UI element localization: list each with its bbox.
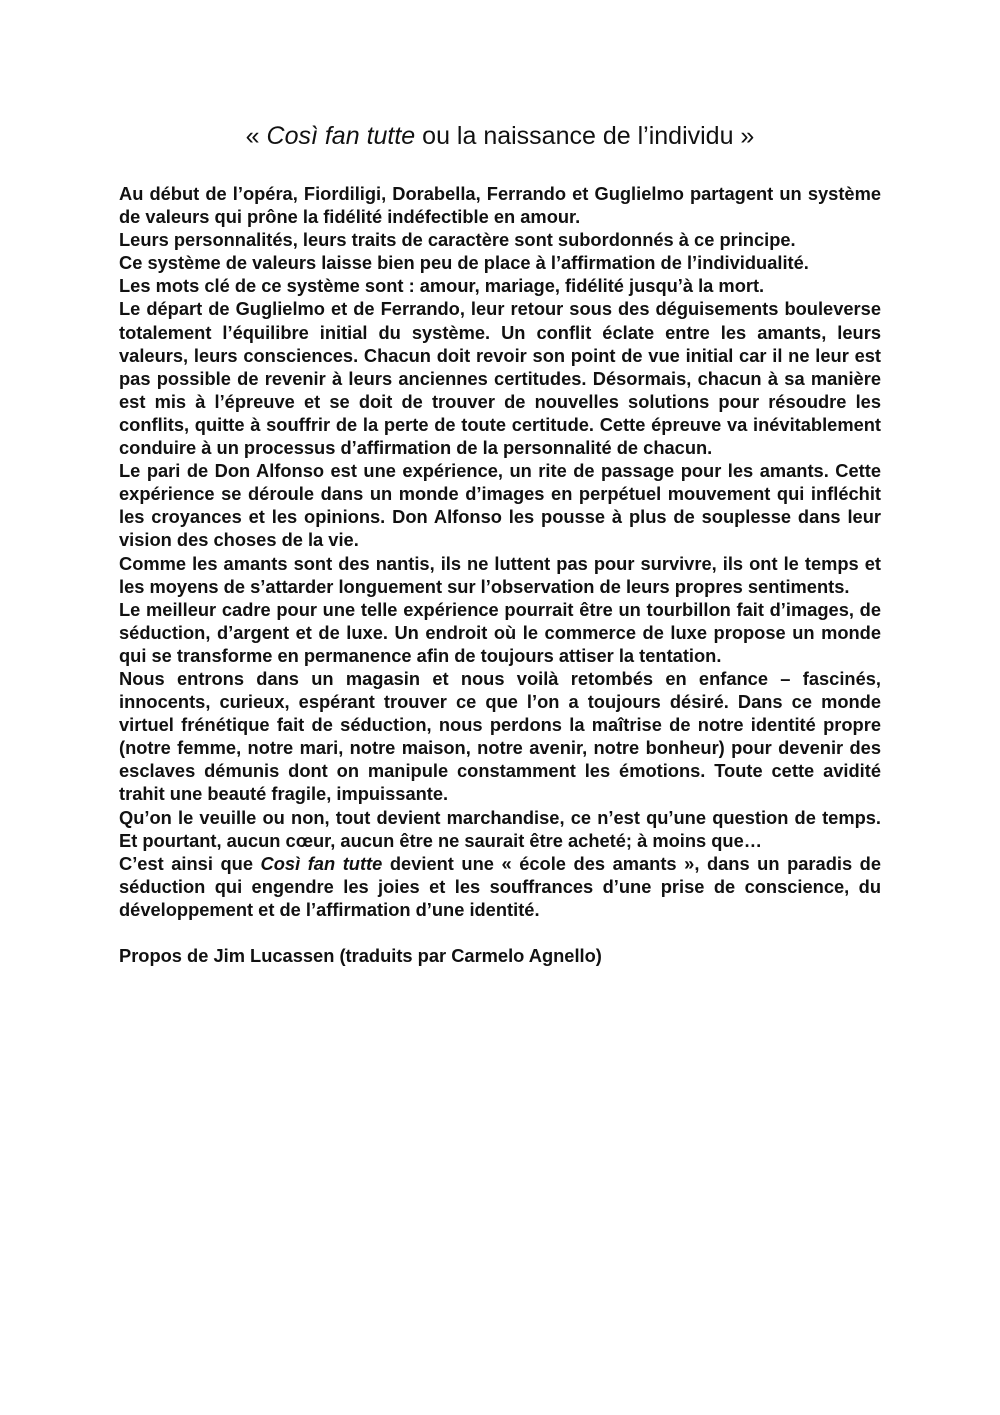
article-body bbox=[119, 182, 881, 967]
paragraph: Le pari de Don Alfonso est une expérience, un rite de passage pour les amants. Cette expérience se déroule dans un monde d’images en perpétuel mouvement qui infléchit les croyances et les opinions. Don Alfonso les pousse à plus de souplesse dans leur vision des choses de la vie. bbox=[119, 460, 881, 551]
paragraph: Nous entrons dans un magasin et nous voilà retombés en enfance – fascinés, innocents, curieux, espérant trouver ce que l’on a toujours désiré. Dans ce monde virtuel frénétique fait de séduction, nous perdons la maîtrise de notre identité propre (notre femme, notre mari, notre maison, notre avenir, notre bonheur) pour devenir des esclaves démunis dont on manipule constamment les émotions. Toute cette avidité trahit une beauté fragile, impuissante. bbox=[119, 667, 881, 805]
last-paragraph-after: devient une « école des amants », dans un paradis de séduction qui engendre les joies et les souffrances d’une prise de conscience, du développement et de l’affirmation d’une identité. bbox=[119, 852, 881, 920]
paragraph: Au début de l’opéra, Fiordiligi, Dorabella, Ferrando et Guglielmo partagent un système de valeurs qui prône la fidélité indéfectible en amour. bbox=[119, 183, 881, 228]
title-rest: ou la naissance de l’individu » bbox=[415, 122, 755, 150]
title-open-quote: « bbox=[245, 122, 267, 150]
paragraph: Le meilleur cadre pour une telle expérience pourrait être un tourbillon fait d’images, de séduction, d’argent et de luxe. Un endroit où le commerce de luxe propose un monde qui se transforme en permanence afin de toujours attiser la tentation. bbox=[119, 598, 881, 666]
last-paragraph-opera-name: Così fan tutte bbox=[260, 852, 383, 874]
page-title bbox=[0, 120, 1000, 152]
paragraph: Ce système de valeurs laisse bien peu de place à l’affirmation de l’individualité. bbox=[119, 252, 809, 274]
paragraph: Les mots clé de ce système sont : amour, mariage, fidélité jusqu’à la mort. bbox=[119, 275, 765, 297]
last-paragraph bbox=[119, 852, 881, 921]
paragraph: Leurs personnalités, leurs traits de caractère sont subordonnés à ce principe. bbox=[119, 229, 796, 251]
last-paragraph-before: C’est ainsi que bbox=[119, 852, 261, 874]
title-opera-name: Così fan tutte bbox=[266, 122, 416, 150]
paragraph: Comme les amants sont des nantis, ils ne luttent pas pour survivre, ils ont le temps et les moyens de s’attarder longuement sur l’observation de leurs propres sentiments. bbox=[119, 552, 881, 597]
paragraph: Le départ de Guglielmo et de Ferrando, leur retour sous des déguisements bouleverse totalement l’équilibre initial du système. Un conflit éclate entre les amants, leurs valeurs, leurs consciences. Chacun doit revoir son point de vue initial car il ne leur est pas possible de revenir à leurs anciennes certitudes. Désormais, chacun à sa manière est mis à l’épreuve et se doit de trouver de nouvelles solutions pour résoudre les conflits, quitte à souffrir de la perte de toute certitude. Cette épreuve va inévitablement conduire à un processus d’affirmation de la personnalité de chacun. bbox=[119, 298, 881, 459]
paragraph: Qu’on le veuille ou non, tout devient marchandise, ce n’est qu’une question de temps. Et pourtant, aucun cœur, aucun être ne saurait être acheté; à moins que… bbox=[119, 806, 881, 851]
signature: Propos de Jim Lucassen (traduits par Carmelo Agnello) bbox=[119, 945, 602, 967]
